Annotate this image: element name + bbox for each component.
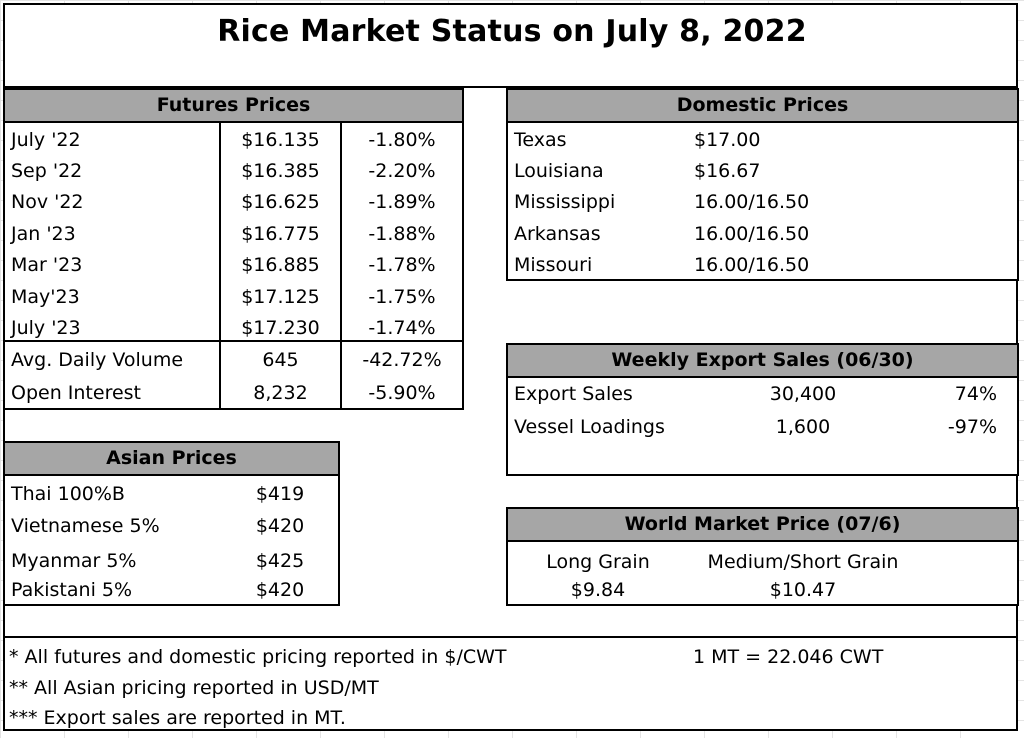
domestic-prices-table	[506, 88, 1019, 281]
open-interest-value: 8,232	[253, 382, 308, 404]
domestic-state: Louisiana	[514, 160, 604, 182]
futures-price: $16.775	[241, 223, 320, 245]
long-grain-value: $9.84	[570, 579, 626, 601]
futures-price: $16.625	[241, 191, 320, 213]
domestic-state: Mississippi	[514, 191, 616, 213]
export-value: 1,600	[775, 416, 831, 438]
export-header: Weekly Export Sales (06/30)	[508, 345, 1017, 378]
futures-contract: Nov '22	[11, 191, 84, 213]
world-market-table	[506, 507, 1019, 606]
futures-contract: July '22	[11, 129, 81, 151]
open-interest-change: -5.90%	[368, 382, 436, 404]
domestic-price: $17.00	[694, 129, 761, 151]
notes-divider	[3, 636, 1018, 638]
futures-price: $16.385	[241, 160, 320, 182]
futures-change: -1.88%	[368, 223, 436, 245]
futures-header: Futures Prices	[5, 90, 462, 123]
page-title: Rice Market Status on July 8, 2022	[217, 14, 807, 49]
futures-contract: July '23	[11, 317, 81, 339]
domestic-price: $16.67	[694, 160, 761, 182]
note-asian: ** All Asian pricing reported in USD/MT	[9, 677, 379, 699]
asian-price: $425	[255, 550, 305, 572]
domestic-price: 16.00/16.50	[694, 254, 810, 276]
asian-prices-table	[3, 441, 340, 606]
futures-price: $16.135	[241, 129, 320, 151]
export-change: 74%	[954, 383, 997, 405]
asian-price: $420	[255, 515, 305, 537]
avg-daily-volume-label: Avg. Daily Volume	[11, 349, 184, 371]
domestic-header: Domestic Prices	[508, 90, 1017, 123]
domestic-state: Texas	[514, 129, 567, 151]
futures-change: -1.89%	[368, 191, 436, 213]
asian-origin: Pakistani 5%	[11, 579, 133, 601]
asian-header: Asian Prices	[5, 443, 338, 476]
asian-price: $419	[255, 483, 305, 505]
medium-grain-label: Medium/Short Grain	[707, 551, 899, 573]
futures-price: $16.885	[241, 254, 320, 276]
futures-change: -1.74%	[368, 317, 436, 339]
asian-origin: Thai 100%B	[11, 483, 125, 505]
avg-daily-volume-value: 645	[262, 349, 299, 371]
asian-price: $420	[255, 579, 305, 601]
domestic-state: Missouri	[514, 254, 593, 276]
world-header: World Market Price (07/6)	[508, 509, 1017, 542]
asian-origin: Myanmar 5%	[11, 550, 137, 572]
open-interest-label: Open Interest	[11, 382, 142, 404]
futures-contract: May'23	[11, 286, 80, 308]
domestic-price: 16.00/16.50	[694, 223, 810, 245]
note-conversion: 1 MT = 22.046 CWT	[693, 646, 884, 668]
futures-change: -1.80%	[368, 129, 436, 151]
futures-price: $17.230	[241, 317, 320, 339]
domestic-price: 16.00/16.50	[694, 191, 810, 213]
futures-price: $17.125	[241, 286, 320, 308]
export-sales-table	[506, 343, 1019, 476]
note-futures: * All futures and domestic pricing reported in $/CWT	[9, 646, 507, 668]
futures-change: -2.20%	[368, 160, 436, 182]
futures-contract: Jan '23	[11, 223, 76, 245]
asian-origin: Vietnamese 5%	[11, 515, 160, 537]
futures-change: -1.75%	[368, 286, 436, 308]
long-grain-label: Long Grain	[546, 551, 650, 573]
export-label: Vessel Loadings	[514, 416, 665, 438]
export-change: -97%	[947, 416, 997, 438]
medium-grain-value: $10.47	[769, 579, 837, 601]
export-label: Export Sales	[514, 383, 633, 405]
note-export: *** Export sales are reported in MT.	[9, 707, 346, 729]
futures-prices-table	[3, 88, 464, 410]
futures-change: -1.78%	[368, 254, 436, 276]
domestic-state: Arkansas	[514, 223, 601, 245]
avg-daily-volume-change: -42.72%	[362, 349, 442, 371]
export-value: 30,400	[769, 383, 837, 405]
futures-contract: Sep '22	[11, 160, 83, 182]
futures-contract: Mar '23	[11, 254, 83, 276]
